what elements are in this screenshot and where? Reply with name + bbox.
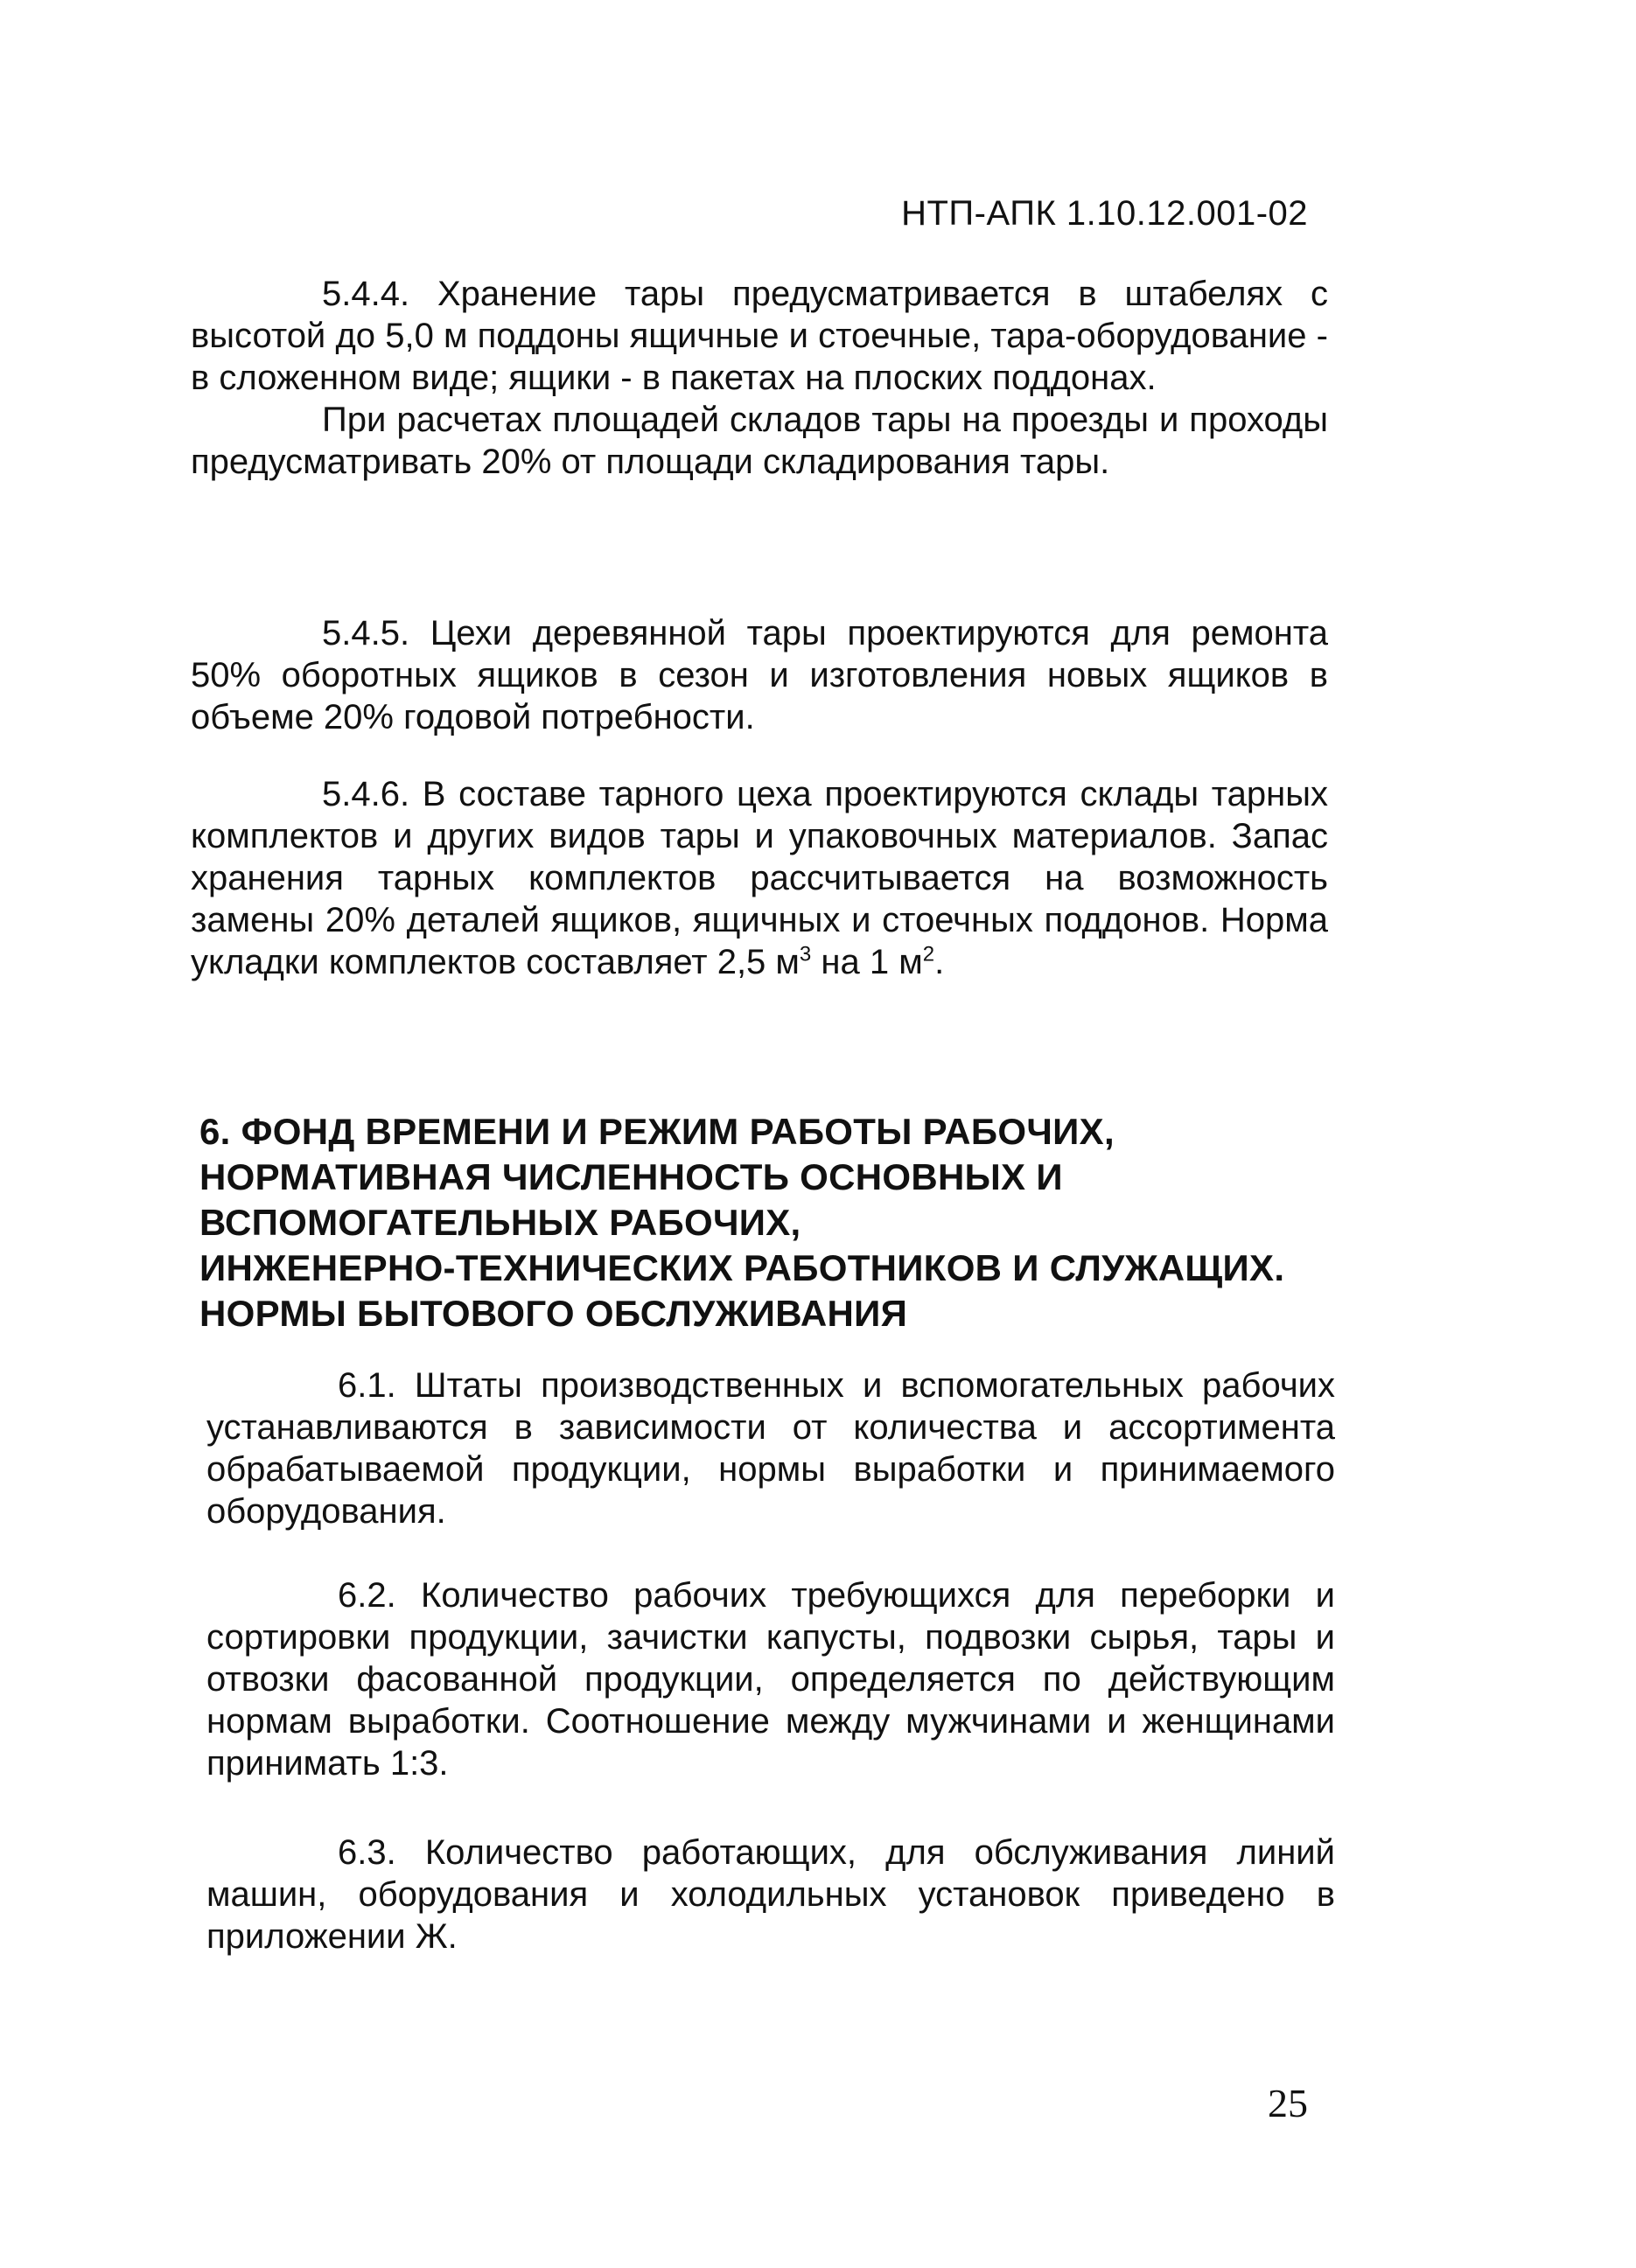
paragraph-5-4-4-area: При расчетах площадей складов тары на проезды и проходы предусматривать 20% от площади складирования тары. <box>191 401 1328 481</box>
paragraph-6-3: 6.3. Количество работающих, для обслуживания линий машин, оборудования и холодильных установок приведено в приложении Ж. <box>206 1833 1335 1956</box>
paragraph-6-1: 6.1. Штаты производственных и вспомогательных рабочих устанавливаются в зависимости от количества и ассортимента обрабатываемой продукции, нормы выработки и принимаемого оборудования. <box>206 1366 1335 1531</box>
paragraph-5-4-6-mid: на 1 м <box>811 943 923 981</box>
section-6-3 <box>206 1832 1335 1957</box>
paragraph-5-4-6-end: . <box>934 943 945 981</box>
heading-line: 6. ФОНД ВРЕМЕНИ И РЕЖИМ РАБОТЫ РАБОЧИХ, <box>199 1111 1115 1152</box>
section-5-4-6 <box>191 773 1328 983</box>
heading-line: ИНЖЕНЕРНО-ТЕХНИЧЕСКИХ РАБОТНИКОВ И СЛУЖАЩИХ. <box>199 1247 1285 1288</box>
chapter-6-heading <box>199 1109 1337 1336</box>
page-number: 25 <box>1268 2081 1308 2125</box>
paragraph-5-4-5: 5.4.5. Цехи деревянной тары проектируются для ремонта 50% оборотных ящиков в сезон и изготовления новых ящиков в объеме 20% годовой потребности. <box>191 614 1328 736</box>
paragraph-5-4-4: 5.4.4. Хранение тары предусматривается в штабелях с высотой до 5,0 м поддоны ящичные и стоечные, тара-оборудование - в сложенном виде; ящики - в пакетах на плоских поддонах. <box>191 275 1328 397</box>
section-5-4-5 <box>191 612 1328 738</box>
paragraph-5-4-6-text: 5.4.6. В составе тарного цеха проектируются склады тарных комплектов и других видов тары и упаковочных материалов. Запас хранения тарных комплектов рассчитывается на возможность замены 20% деталей ящиков, ящичных и стоечных поддонов. Норма укладки комплектов составляет 2,5 м <box>191 775 1328 981</box>
paragraph-6-2: 6.2. Количество рабочих требующихся для переборки и сортировки продукции, зачистки капусты, подвозки сырья, тары и отвозки фасованной продукции, определяется по действующим нормам выработки. Соотношение между мужчинами и женщинами принимать 1:3. <box>206 1576 1335 1783</box>
heading-line: ВСПОМОГАТЕЛЬНЫХ РАБОЧИХ, <box>199 1202 801 1243</box>
heading-line: НОРМАТИВНАЯ ЧИСЛЕННОСТЬ ОСНОВНЫХ И <box>199 1156 1063 1197</box>
paragraph-5-4-6 <box>191 773 1328 983</box>
section-6-2 <box>206 1574 1335 1784</box>
section-6-1 <box>206 1364 1335 1532</box>
superscript-square: 2 <box>922 942 935 967</box>
document-code: НТП-АПК 1.10.12.001-02 <box>901 194 1308 233</box>
superscript-cubic: 3 <box>799 942 812 967</box>
heading-line: НОРМЫ БЫТОВОГО ОБСЛУЖИВАНИЯ <box>199 1293 908 1334</box>
section-5-4-4 <box>191 273 1328 483</box>
